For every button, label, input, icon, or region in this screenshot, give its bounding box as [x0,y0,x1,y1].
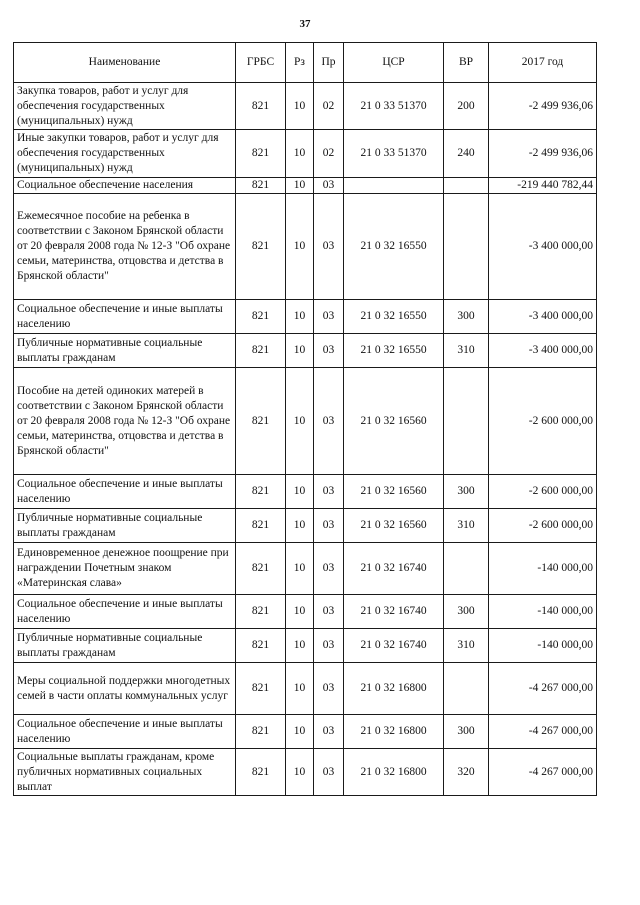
cell-rz: 10 [286,83,314,130]
table-row [14,715,597,749]
cell-pr: 03 [314,595,344,629]
cell-rz: 10 [286,178,314,194]
cell-csr: 21 0 32 16550 [344,300,444,334]
cell-vr: 200 [444,83,489,130]
cell-name: Пособие на детей одиноких матерей в соответствии с Законом Брянской области от 20 февраля 2008 года № 12-З "Об охране семьи, материнства, отцовства и детства в Брянской области" [14,368,236,475]
cell-amount: -140 000,00 [489,629,597,663]
table-row [14,663,597,715]
cell-csr: 21 0 32 16740 [344,543,444,595]
cell-csr: 21 0 32 16740 [344,595,444,629]
cell-grbs: 821 [236,334,286,368]
cell-csr: 21 0 32 16800 [344,749,444,796]
cell-vr: 300 [444,475,489,509]
page-number: 37 [299,18,311,30]
cell-amount: -2 600 000,00 [489,509,597,543]
table-row [14,595,597,629]
cell-grbs: 821 [236,663,286,715]
cell-pr: 03 [314,663,344,715]
cell-pr: 03 [314,509,344,543]
cell-rz: 10 [286,715,314,749]
cell-amount: -3 400 000,00 [489,300,597,334]
header-vr: ВР [444,43,489,83]
table-body [14,83,597,796]
cell-csr: 21 0 33 51370 [344,130,444,178]
cell-csr [344,178,444,194]
cell-csr: 21 0 33 51370 [344,83,444,130]
cell-vr [444,178,489,194]
cell-pr: 02 [314,130,344,178]
cell-grbs: 821 [236,595,286,629]
cell-amount: -219 440 782,44 [489,178,597,194]
table-row [14,629,597,663]
cell-vr: 310 [444,509,489,543]
cell-name: Публичные нормативные социальные выплаты гражданам [14,629,236,663]
cell-grbs: 821 [236,368,286,475]
cell-rz: 10 [286,595,314,629]
table-row [14,475,597,509]
budget-table [13,42,597,796]
cell-pr: 03 [314,629,344,663]
cell-vr: 300 [444,300,489,334]
cell-pr: 03 [314,368,344,475]
cell-csr: 21 0 32 16800 [344,663,444,715]
cell-rz: 10 [286,543,314,595]
table-row [14,749,597,796]
header-row [14,43,597,83]
cell-name: Публичные нормативные социальные выплаты гражданам [14,334,236,368]
table-row [14,194,597,300]
cell-rz: 10 [286,509,314,543]
cell-pr: 03 [314,300,344,334]
cell-amount: -140 000,00 [489,543,597,595]
table-row [14,178,597,194]
cell-name: Ежемесячное пособие на ребенка в соответствии с Законом Брянской области от 20 февраля 2008 года № 12-З "Об охране семьи, материнства, отцовства и детства в Брянской области" [14,194,236,300]
cell-amount: -2 499 936,06 [489,83,597,130]
cell-pr: 03 [314,543,344,595]
header-year: 2017 год [489,43,597,83]
cell-pr: 03 [314,475,344,509]
cell-name: Иные закупки товаров, работ и услуг для обеспечения государственных (муниципальных) нужд [14,130,236,178]
cell-rz: 10 [286,300,314,334]
cell-vr: 310 [444,629,489,663]
header-csr: ЦСР [344,43,444,83]
cell-rz: 10 [286,629,314,663]
cell-name: Социальное обеспечение и иные выплаты населению [14,300,236,334]
cell-pr: 03 [314,715,344,749]
cell-rz: 10 [286,749,314,796]
cell-name: Публичные нормативные социальные выплаты гражданам [14,509,236,543]
table-row [14,300,597,334]
table-row [14,509,597,543]
cell-csr: 21 0 32 16550 [344,334,444,368]
cell-grbs: 821 [236,178,286,194]
cell-amount: -4 267 000,00 [489,715,597,749]
cell-pr: 03 [314,334,344,368]
cell-name: Закупка товаров, работ и услуг для обеспечения государственных (муниципальных) нужд [14,83,236,130]
cell-vr: 310 [444,334,489,368]
table-row [14,368,597,475]
cell-csr: 21 0 32 16740 [344,629,444,663]
cell-name: Социальное обеспечение и иные выплаты населению [14,595,236,629]
cell-vr: 320 [444,749,489,796]
cell-amount: -2 600 000,00 [489,475,597,509]
cell-amount: -3 400 000,00 [489,334,597,368]
cell-name: Социальное обеспечение и иные выплаты населению [14,475,236,509]
cell-csr: 21 0 32 16800 [344,715,444,749]
cell-grbs: 821 [236,194,286,300]
table-row [14,334,597,368]
cell-grbs: 821 [236,83,286,130]
cell-rz: 10 [286,368,314,475]
cell-vr: 240 [444,130,489,178]
cell-csr: 21 0 32 16560 [344,368,444,475]
cell-amount: -4 267 000,00 [489,663,597,715]
cell-csr: 21 0 32 16560 [344,475,444,509]
cell-vr [444,368,489,475]
cell-amount: -2 499 936,06 [489,130,597,178]
cell-grbs: 821 [236,130,286,178]
cell-pr: 03 [314,178,344,194]
table-row [14,83,597,130]
cell-amount: -4 267 000,00 [489,749,597,796]
cell-grbs: 821 [236,475,286,509]
cell-rz: 10 [286,663,314,715]
cell-pr: 03 [314,749,344,796]
table-row [14,130,597,178]
cell-rz: 10 [286,194,314,300]
cell-pr: 03 [314,194,344,300]
cell-rz: 10 [286,334,314,368]
cell-rz: 10 [286,130,314,178]
header-pr: Пр [314,43,344,83]
cell-vr: 300 [444,595,489,629]
cell-grbs: 821 [236,300,286,334]
cell-grbs: 821 [236,509,286,543]
cell-pr: 02 [314,83,344,130]
cell-amount: -2 600 000,00 [489,368,597,475]
cell-name: Социальное обеспечение населения [14,178,236,194]
header-grbs: ГРБС [236,43,286,83]
cell-amount: -140 000,00 [489,595,597,629]
cell-name: Социальные выплаты гражданам, кроме публичных нормативных социальных выплат [14,749,236,796]
cell-csr: 21 0 32 16550 [344,194,444,300]
cell-amount: -3 400 000,00 [489,194,597,300]
cell-name: Меры социальной поддержки многодетных семей в части оплаты коммунальных услуг [14,663,236,715]
cell-grbs: 821 [236,629,286,663]
cell-csr: 21 0 32 16560 [344,509,444,543]
header-name: Наименование [14,43,236,83]
cell-vr: 300 [444,715,489,749]
cell-name: Социальное обеспечение и иные выплаты населению [14,715,236,749]
cell-name: Единовременное денежное поощрение при награждении Почетным знаком «Материнская слава» [14,543,236,595]
cell-vr [444,543,489,595]
cell-grbs: 821 [236,749,286,796]
cell-grbs: 821 [236,715,286,749]
header-rz: Рз [286,43,314,83]
cell-grbs: 821 [236,543,286,595]
cell-vr [444,194,489,300]
cell-rz: 10 [286,475,314,509]
table-row [14,543,597,595]
cell-vr [444,663,489,715]
